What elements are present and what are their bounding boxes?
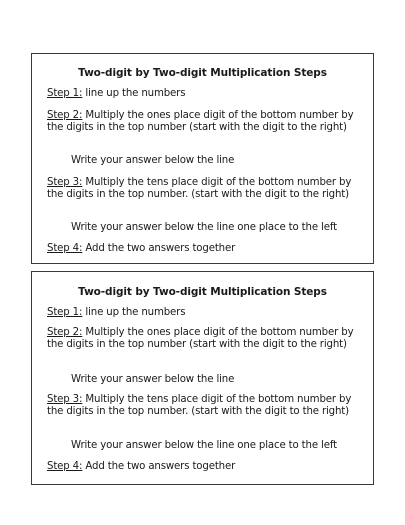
step-note: Write your answer below the line one place to the left (71, 440, 337, 451)
step-text: Add the two answers together (82, 243, 236, 254)
step-text: line up the numbers (82, 307, 186, 318)
step-label: Step 3: (47, 394, 83, 405)
step-text: Multiply the tens place digit of the bottom number by the digits in the top number. (start with the digit to the right) (47, 177, 352, 201)
step-text: Multiply the ones place digit of the bottom number by the digits in the top number (start with the digit to the right) (47, 110, 354, 134)
step-note: Write your answer below the line one place to the left (71, 222, 337, 233)
step-2 (47, 110, 363, 135)
step-note: Write your answer below the line (71, 155, 235, 166)
step-text: line up the numbers (82, 88, 186, 99)
step-label: Step 4: (47, 461, 83, 472)
card-title: Two-digit by Two-digit Multiplication Steps (78, 67, 327, 79)
step-label: Step 3: (47, 177, 83, 188)
step-2 (47, 327, 363, 352)
step-1 (47, 88, 363, 100)
step-label: Step 4: (47, 243, 83, 254)
step-4 (47, 243, 363, 255)
step-3 (47, 177, 363, 202)
steps-card (31, 53, 374, 264)
step-4 (47, 461, 363, 473)
step-text: Add the two answers together (82, 461, 236, 472)
step-label: Step 2: (47, 110, 83, 121)
step-text: Multiply the tens place digit of the bottom number by the digits in the top number. (start with the digit to the right) (47, 394, 352, 418)
step-label: Step 1: (47, 88, 83, 99)
step-label: Step 2: (47, 327, 83, 338)
step-1 (47, 307, 363, 319)
step-3 (47, 394, 363, 419)
step-label: Step 1: (47, 307, 83, 318)
card-title: Two-digit by Two-digit Multiplication Steps (78, 286, 327, 298)
steps-card (31, 271, 374, 485)
step-text: Multiply the ones place digit of the bottom number by the digits in the top number (start with the digit to the right) (47, 327, 354, 351)
step-note: Write your answer below the line (71, 374, 235, 385)
